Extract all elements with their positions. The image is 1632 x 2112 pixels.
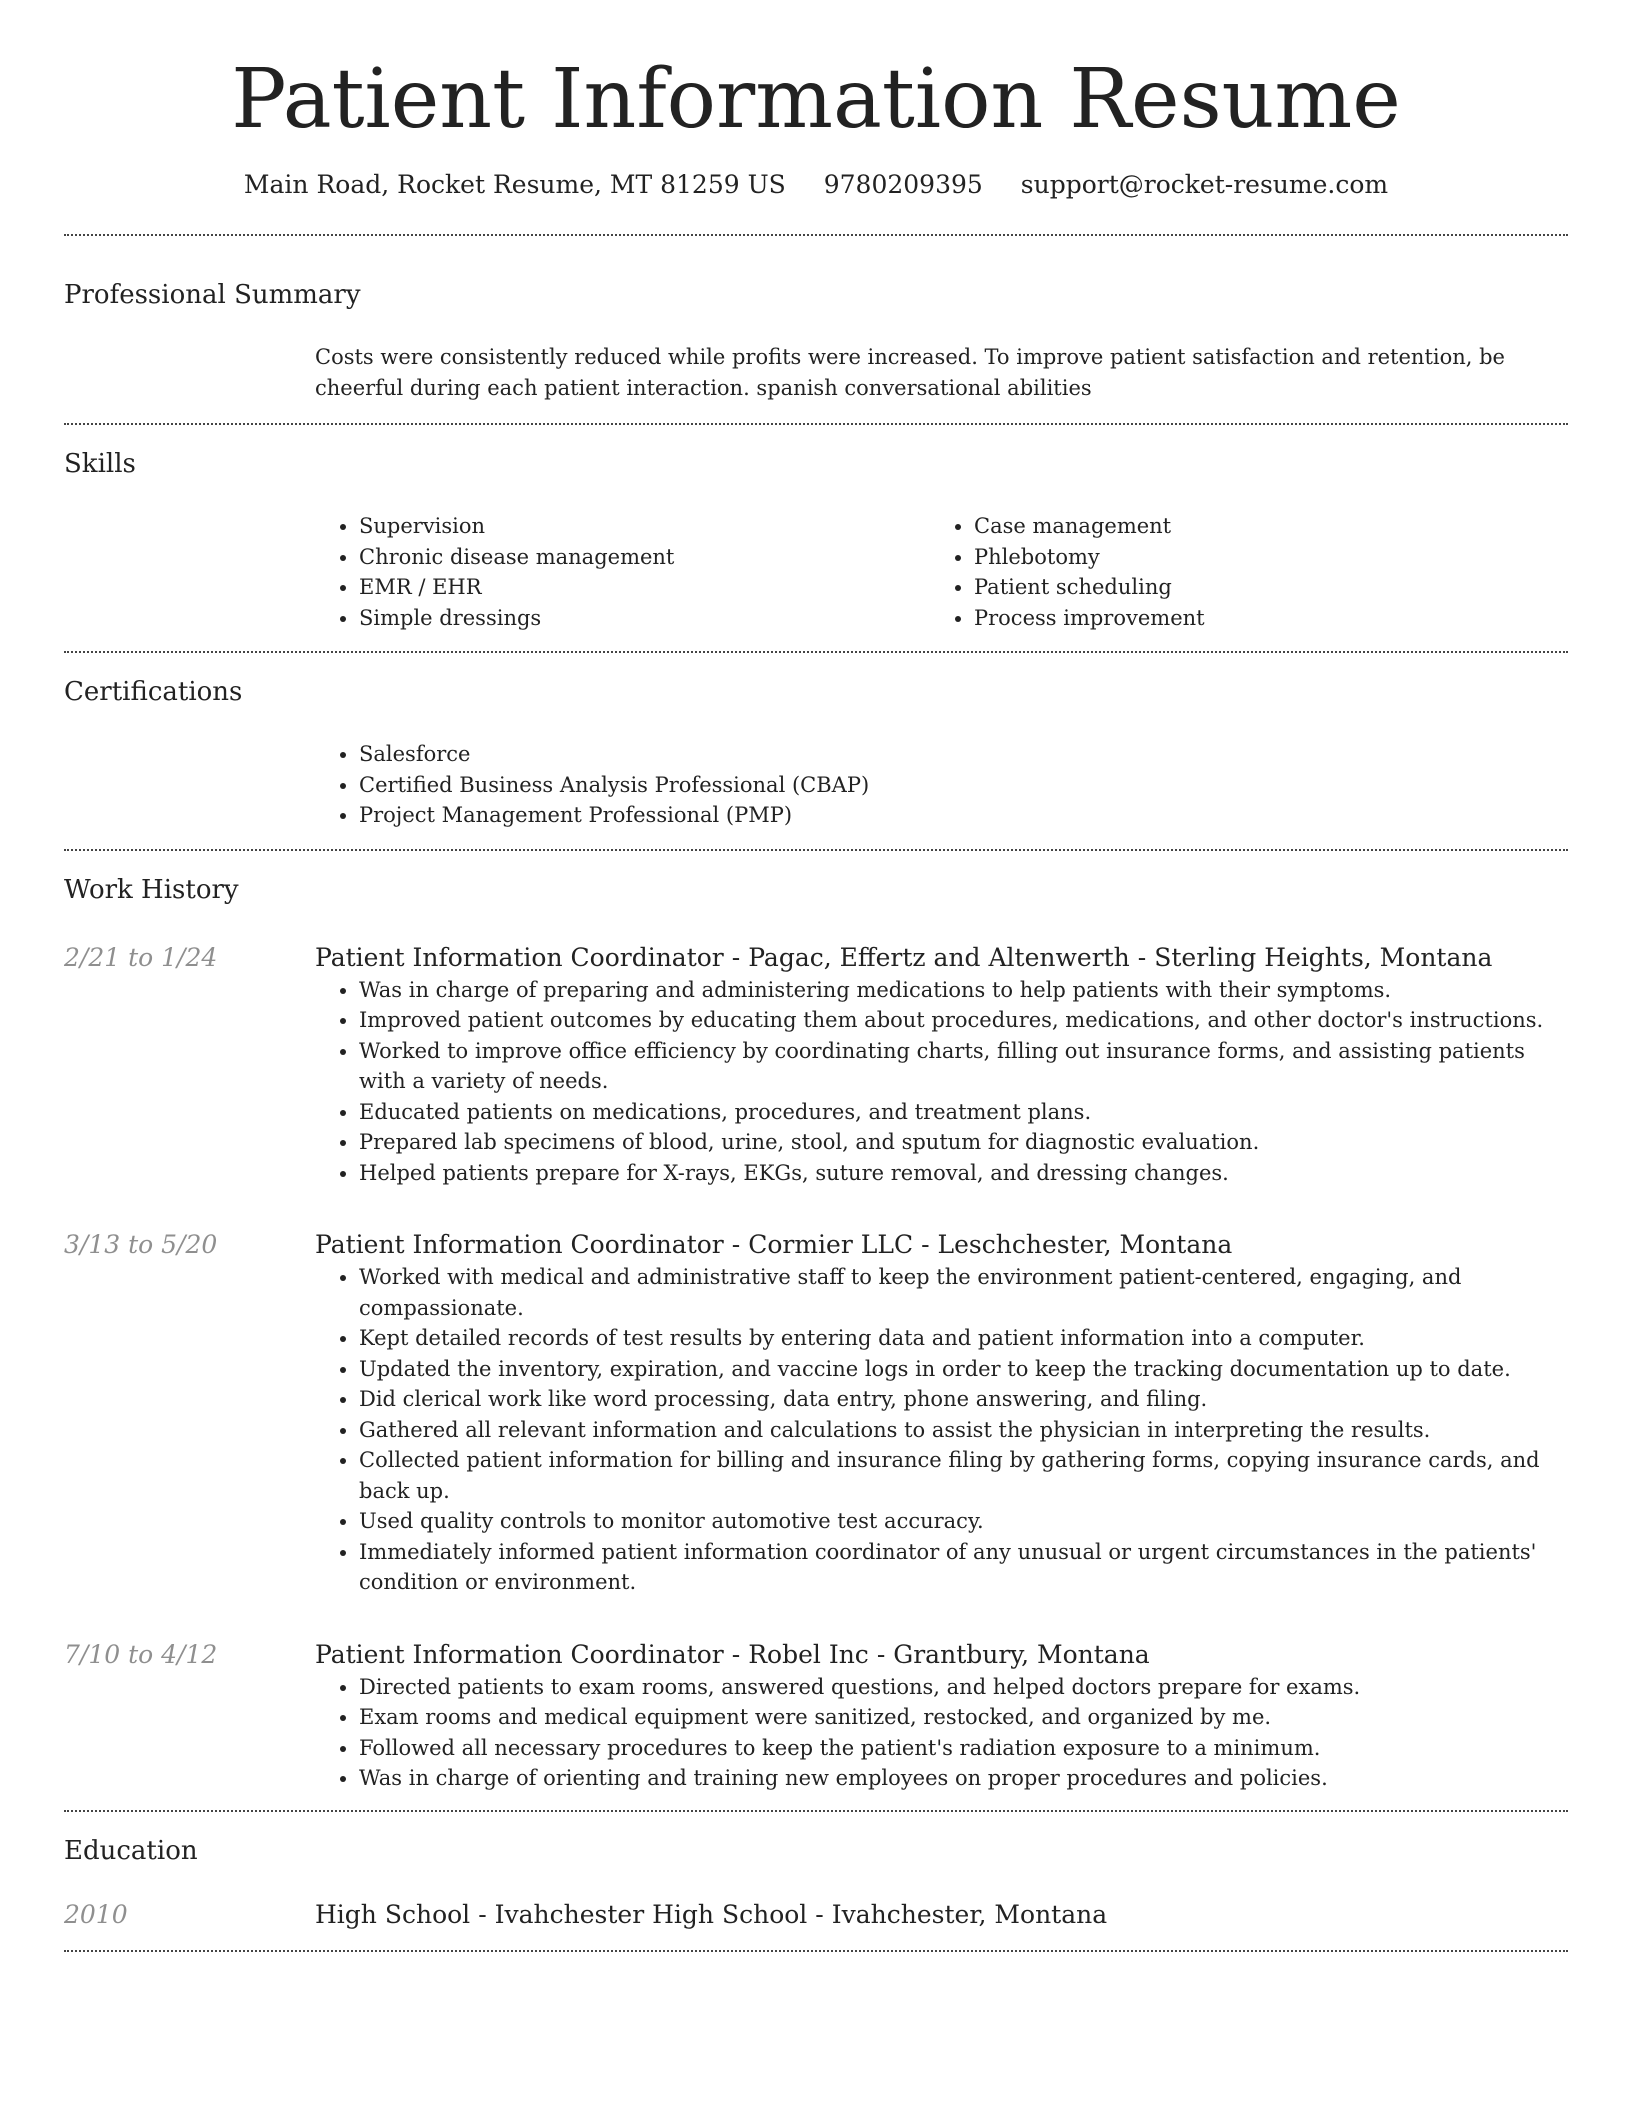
summary-section [64,236,1568,423]
certifications-list [315,739,1568,831]
job-company: Cormier LLC [748,1230,914,1259]
job-bullet: • Worked to improve office efficiency by coordinating charts, filling out insurance forms, and assisting patients with a variety of needs. [359,1036,1568,1097]
section-title-certifications: Certifications [64,677,243,707]
job-bullet-list [315,1262,1568,1598]
job-bullet: • Followed all necessary procedures to keep the patient's radiation exposure to a minimum. [359,1733,1568,1764]
skill-item: • Chronic disease management [359,542,930,573]
job-bullet: • Prepared lab specimens of blood, urine, stool, and sputum for diagnostic evaluation. [359,1127,1568,1158]
education-degree: High School [315,1899,471,1929]
job-bullet: • Did clerical work like word processing, data entry, phone answering, and filing. [359,1384,1568,1415]
skills-grid [315,511,1568,633]
contact-line [64,168,1568,202]
job-role: Patient Information Coordinator [315,1639,724,1669]
section-title-education: Education [64,1835,198,1866]
contact-phone: 9780209395 [823,170,983,199]
job-entry [64,1228,1568,1598]
education-location: Ivahchester, Montana [831,1899,1108,1929]
skills-list-right [930,511,1545,633]
job-bullet: • Educated patients on medications, procedures, and treatment plans. [359,1097,1568,1128]
certifications-list-wrap [315,739,1568,831]
job-bullet: • Updated the inventory, expiration, and vaccine logs in order to keep the tracking documentation up to date. [359,1354,1568,1385]
job-bullet: • Worked with medical and administrative staff to keep the environment patient-centered, engaging, and compassionate. [359,1262,1568,1323]
skills-column-right [930,511,1545,633]
section-title-skills: Skills [64,449,136,479]
skill-item: • Patient scheduling [974,572,1545,603]
certification-item: • Salesforce [359,739,1568,770]
job-details [315,1638,1568,1794]
job-details [315,941,1568,1189]
job-bullet: • Used quality controls to monitor automotive test accuracy. [359,1506,1568,1537]
job-bullet: • Kept detailed records of test results by entering data and patient information into a computer. [359,1323,1568,1354]
section-title-summary: Professional Summary [64,280,361,310]
job-date: 2/21 to 1/24 [64,942,218,972]
job-heading: Patient Information Coordinator - Robel Inc - Grantbury, Montana [315,1639,1150,1669]
education-year: 2010 [64,1899,128,1929]
job-entry [64,941,1568,1189]
job-heading: Patient Information Coordinator - Pagac, Effertz and Altenwerth - Sterling Heights, Montana [315,942,1493,972]
skill-item: • EMR / EHR [359,572,930,603]
job-bullet: • Directed patients to exam rooms, answered questions, and helped doctors prepare for exams. [359,1672,1568,1703]
job-location: Sterling Heights, Montana [1154,942,1493,972]
skill-item: • Simple dressings [359,603,930,634]
certification-item: • Project Management Professional (PMP) [359,800,1568,831]
skill-item: • Supervision [359,511,930,542]
job-bullet: • Collected patient information for billing and insurance filing by gathering forms, copying insurance cards, and back up. [359,1445,1568,1506]
job-bullet-list [315,1672,1568,1794]
education-entry [64,1898,1568,1932]
skills-list-left [315,511,930,633]
job-bullet: • Gathered all relevant information and calculations to assist the physician in interpreting the results. [359,1415,1568,1446]
education-details [315,1898,1568,1932]
job-bullet: • Immediately informed patient information coordinator of any unusual or urgent circumstances in the patients' condition or environment. [359,1537,1568,1598]
skills-column-left [315,511,930,633]
certification-item: • Certified Business Analysis Professional (CBAP) [359,770,1568,801]
contact-address: Main Road, Rocket Resume, MT 81259 US [243,170,786,199]
job-bullet: • Was in charge of preparing and administering medications to help patients with their symptoms. [359,975,1568,1006]
section-title-work: Work History [64,874,239,905]
job-location: Leschchester, Montana [937,1230,1233,1259]
certifications-section [64,653,1568,849]
skill-item: • Phlebotomy [974,542,1545,573]
job-entry [64,1638,1568,1794]
job-bullet: • Was in charge of orienting and training new employees on proper procedures and policies. [359,1763,1568,1794]
job-bullet-list [315,975,1568,1189]
job-role: Patient Information Coordinator [315,1230,724,1259]
job-location: Grantbury, Montana [893,1639,1150,1669]
skill-item: • Case management [974,511,1545,542]
job-bullet: • Improved patient outcomes by educating them about procedures, medications, and other doctor's instructions. [359,1005,1568,1036]
job-company: Pagac, Effertz and Altenwerth [748,942,1130,972]
skills-section [64,425,1568,651]
job-date: 3/13 to 5/20 [64,1230,218,1259]
contact-email: support@rocket-resume.com [1020,170,1389,199]
job-bullet: • Helped patients prepare for X-rays, EKGs, suture removal, and dressing changes. [359,1158,1568,1189]
education-heading: High School - Ivahchester High School - Ivahchester, Montana [315,1899,1108,1929]
resume-name: Patient Information Resume [231,52,1401,147]
summary-text: Costs were consistently reduced while profits were increased. To improve patient satisfaction and retention, be cheerful during each patient interaction. spanish conversational abilities [315,345,1505,400]
job-company: Robel Inc [748,1639,869,1669]
education-school: Ivahchester High School [494,1899,808,1929]
skill-item: • Process improvement [974,603,1545,634]
job-role: Patient Information Coordinator [315,942,724,972]
education-section [64,1812,1568,1950]
work-history-section [64,851,1568,1810]
job-details [315,1228,1568,1598]
divider [64,1950,1568,1952]
job-date: 7/10 to 4/12 [64,1639,218,1669]
job-bullet: • Exam rooms and medical equipment were sanitized, restocked, and organized by me. [359,1702,1568,1733]
job-heading: Patient Information Coordinator - Cormier LLC - Leschchester, Montana [315,1230,1233,1259]
